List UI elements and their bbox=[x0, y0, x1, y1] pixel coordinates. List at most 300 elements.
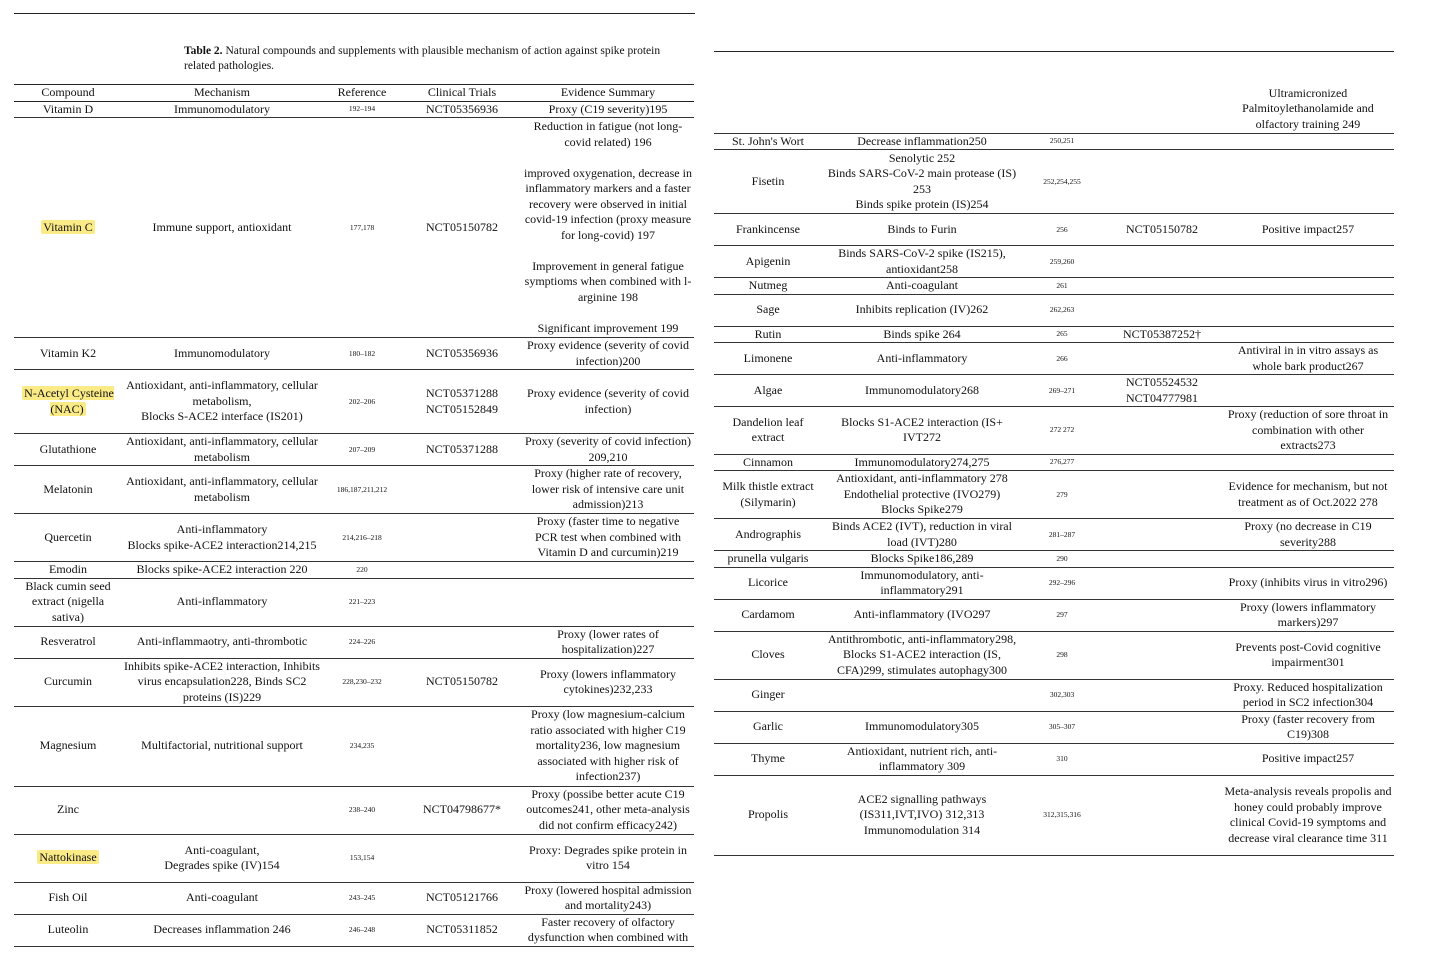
reference-cell bbox=[322, 562, 402, 579]
compound-cell-text: Melatonin bbox=[43, 481, 93, 496]
mechanism-cell-text: Binds to Furin bbox=[887, 221, 957, 236]
header-reference: Reference bbox=[322, 85, 402, 102]
table-row bbox=[14, 578, 694, 626]
mechanism-cell-text: Anti-inflammatory bbox=[176, 594, 268, 609]
evidence-cell-text: Proxy (possibe better acute C19 outcomes241, other meta-analysis did not confirm efficacy242) bbox=[526, 786, 690, 832]
reference-cell bbox=[1022, 551, 1102, 568]
mechanism-cell bbox=[822, 246, 1022, 278]
evidence-cell bbox=[522, 466, 694, 514]
reference-cell-text: 265 bbox=[1056, 329, 1068, 339]
clinical-trials-cell bbox=[402, 786, 522, 834]
compound-cell bbox=[714, 519, 822, 551]
left-table-body bbox=[14, 101, 694, 946]
clinical-trials-cell bbox=[402, 658, 522, 706]
compound-cell bbox=[714, 679, 822, 711]
reference-cell bbox=[1022, 375, 1102, 407]
compounds-table-left bbox=[14, 84, 694, 947]
reference-cell-text: 297 bbox=[1056, 610, 1068, 619]
clinical-trials-cell bbox=[1102, 214, 1222, 246]
compound-cell bbox=[714, 551, 822, 568]
compound-cell bbox=[14, 626, 122, 658]
table-row bbox=[714, 278, 1394, 295]
reference-cell-text: 298 bbox=[1056, 650, 1068, 659]
reference-cell bbox=[1022, 679, 1102, 711]
compound-cell-text: Milk thistle extract (Silymarin) bbox=[722, 479, 814, 509]
compound-cell bbox=[714, 214, 822, 246]
table-row bbox=[14, 562, 694, 579]
compound-cell bbox=[714, 326, 822, 343]
table-row bbox=[714, 454, 1394, 471]
reference-cell bbox=[1022, 278, 1102, 295]
reference-cell bbox=[322, 466, 402, 514]
table-row bbox=[714, 326, 1394, 343]
compound-cell bbox=[14, 118, 122, 338]
mechanism-cell bbox=[822, 133, 1022, 150]
mechanism-cell bbox=[122, 706, 322, 786]
mechanism-cell bbox=[822, 294, 1022, 326]
table-row bbox=[714, 599, 1394, 631]
mechanism-cell-text: Antithrombotic, anti-inflammatory298, Blocks S1-ACE2 interaction (IS, CFA)299, stimulates autophagy300 bbox=[827, 631, 1017, 677]
compound-cell-text: Frankincense bbox=[736, 221, 800, 236]
clinical-trials-cell-text: NCT05371288 NCT05152849 bbox=[426, 386, 498, 416]
mechanism-cell bbox=[822, 214, 1022, 246]
clinical-trials-cell bbox=[402, 882, 522, 914]
evidence-cell bbox=[1222, 631, 1394, 679]
reference-cell bbox=[1022, 454, 1102, 471]
reference-cell bbox=[1022, 133, 1102, 150]
clinical-trials-cell bbox=[402, 370, 522, 434]
table-row bbox=[714, 471, 1394, 519]
evidence-cell-text: Positive impact257 bbox=[1261, 751, 1355, 766]
evidence-cell-text: Proxy (inhibits virus in vitro296) bbox=[1228, 575, 1388, 590]
clinical-trials-cell-text: NCT05150782 bbox=[1126, 221, 1198, 236]
table-row bbox=[714, 343, 1394, 375]
reference-cell bbox=[322, 370, 402, 434]
reference-cell-text: 256 bbox=[1056, 224, 1068, 234]
clinical-trials-cell bbox=[402, 914, 522, 946]
table-row bbox=[14, 101, 694, 118]
mechanism-cell-text: Antioxidant, anti-inflammatory, cellular metabolism, Blocks S-ACE2 interface (IS201) bbox=[126, 378, 318, 424]
reference-cell bbox=[1022, 407, 1102, 455]
compound-cell bbox=[714, 343, 822, 375]
compound-cell-text: St. John's Wort bbox=[732, 133, 804, 148]
mechanism-cell-text: Immunomodulatory305 bbox=[865, 719, 979, 734]
compound-cell bbox=[714, 631, 822, 679]
evidence-cell bbox=[1222, 567, 1394, 599]
clinical-trials-cell bbox=[1102, 375, 1222, 407]
mechanism-cell bbox=[122, 370, 322, 434]
compound-cell bbox=[714, 743, 822, 775]
evidence-cell bbox=[522, 626, 694, 658]
evidence-cell bbox=[1222, 326, 1394, 343]
evidence-cell-text: Proxy (higher rate of recovery, lower risk of intensive care unit admission)213 bbox=[531, 466, 685, 512]
compound-cell bbox=[14, 434, 122, 466]
table-row bbox=[714, 775, 1394, 855]
evidence-cell-text: Proxy (lowers inflammatory markers)297 bbox=[1240, 599, 1376, 629]
reference-cell-text: 234,235 bbox=[349, 741, 375, 750]
table-row bbox=[714, 407, 1394, 455]
compound-cell bbox=[14, 338, 122, 370]
evidence-cell-text: Proxy evidence (severity of covid infection) bbox=[527, 386, 689, 416]
table-row bbox=[14, 466, 694, 514]
mechanism-cell-text: Anti-inflammatory bbox=[876, 350, 968, 365]
clinical-trials-cell bbox=[1102, 599, 1222, 631]
compound-cell-text: Quercetin bbox=[44, 529, 92, 544]
reference-cell bbox=[322, 914, 402, 946]
compound-cell-text: Zinc bbox=[57, 802, 79, 817]
table-row bbox=[14, 118, 694, 338]
evidence-cell-text: Antiviral in in vitro assays as whole bark product267 bbox=[1237, 343, 1379, 373]
reference-cell-text: 202–206 bbox=[348, 396, 376, 406]
table-row bbox=[714, 567, 1394, 599]
evidence-cell-text: Meta-analysis reveals propolis and honey could probably improve clinical Covid-19 symptoms and decrease viral clearance time 311 bbox=[1224, 784, 1392, 845]
compound-cell-text: prunella vulgaris bbox=[727, 551, 809, 565]
compound-cell bbox=[714, 407, 822, 455]
evidence-cell bbox=[522, 786, 694, 834]
mechanism-cell bbox=[822, 326, 1022, 343]
reference-cell bbox=[1022, 294, 1102, 326]
reference-cell-text: 281–287 bbox=[1048, 529, 1076, 539]
table-row bbox=[14, 882, 694, 914]
evidence-cell-text: Proxy (lowered hospital admission and mortality243) bbox=[524, 882, 692, 912]
evidence-cell bbox=[522, 706, 694, 786]
mechanism-cell bbox=[822, 150, 1022, 214]
compound-cell-text: Cloves bbox=[751, 647, 785, 662]
mechanism-cell bbox=[822, 711, 1022, 743]
compound-cell-text: Emodin bbox=[49, 562, 87, 576]
mechanism-cell bbox=[122, 118, 322, 338]
mechanism-cell-text: Immunomodulatory, anti-inflammatory291 bbox=[860, 567, 984, 597]
evidence-cell-text: Proxy (faster recovery from C19)308 bbox=[1241, 711, 1375, 741]
reference-cell bbox=[322, 514, 402, 562]
mechanism-cell-text: Decreases inflammation 246 bbox=[153, 922, 291, 937]
clinical-trials-cell bbox=[1102, 711, 1222, 743]
mechanism-cell-text: Anti-inflammatory Blocks spike-ACE2 interaction214,215 bbox=[127, 522, 317, 552]
compound-cell-text: Propolis bbox=[747, 807, 788, 822]
mechanism-cell bbox=[122, 882, 322, 914]
reference-cell-text: 292–296 bbox=[1048, 578, 1076, 587]
reference-cell-text: 153,154 bbox=[349, 853, 375, 862]
mechanism-cell bbox=[822, 471, 1022, 519]
reference-cell-text: 243–245 bbox=[348, 893, 376, 902]
mechanism-cell-text: Multifactorial, nutritional support bbox=[141, 738, 303, 753]
compound-cell bbox=[714, 246, 822, 278]
compound-cell bbox=[714, 375, 822, 407]
compound-cell bbox=[14, 706, 122, 786]
compound-cell bbox=[14, 370, 122, 434]
reference-cell bbox=[1022, 85, 1102, 133]
evidence-cell bbox=[522, 658, 694, 706]
compound-cell-text: Magnesium bbox=[39, 738, 97, 753]
compound-cell-text: Rutin bbox=[754, 326, 782, 341]
evidence-cell bbox=[1222, 679, 1394, 711]
mechanism-cell bbox=[822, 631, 1022, 679]
table-row bbox=[14, 514, 694, 562]
reference-cell-text: 252,254,255 bbox=[1043, 176, 1081, 186]
table-row bbox=[14, 706, 694, 786]
mechanism-cell bbox=[122, 786, 322, 834]
clinical-trials-cell-text: NCT05311852 bbox=[426, 922, 498, 937]
clinical-trials-cell bbox=[402, 434, 522, 466]
clinical-trials-cell bbox=[402, 118, 522, 338]
clinical-trials-cell bbox=[402, 466, 522, 514]
evidence-cell bbox=[522, 101, 694, 118]
reference-cell bbox=[322, 882, 402, 914]
reference-cell bbox=[322, 786, 402, 834]
evidence-cell-text: Positive impact257 bbox=[1261, 221, 1355, 236]
table-row bbox=[714, 743, 1394, 775]
compound-cell-text: Vitamin C bbox=[43, 219, 93, 234]
compound-cell-text: Algae bbox=[753, 382, 783, 397]
clinical-trials-cell-text: NCT05121766 bbox=[426, 890, 498, 905]
reference-cell-text: 246–248 bbox=[348, 925, 376, 934]
mechanism-cell bbox=[122, 466, 322, 514]
compound-cell-text: Thyme bbox=[751, 751, 785, 766]
mechanism-cell bbox=[822, 551, 1022, 568]
mechanism-cell-text: Immunomodulatory274,275 bbox=[854, 454, 990, 469]
mechanism-cell-text: Anti-coagulant bbox=[886, 278, 958, 292]
reference-cell bbox=[1022, 326, 1102, 343]
mechanism-cell-text: Antioxidant, anti-inflammatory, cellular metabolism bbox=[126, 474, 318, 504]
compound-cell-text: Cardamom bbox=[741, 607, 795, 622]
clinical-trials-cell-text: NCT05150782 bbox=[426, 219, 498, 234]
reference-cell-text: 310 bbox=[1056, 754, 1068, 763]
mechanism-cell-text: Immunomodulatory bbox=[174, 345, 270, 360]
reference-cell-text: 192–194 bbox=[348, 104, 376, 114]
reference-cell bbox=[322, 626, 402, 658]
compound-cell-text: Dandelion leaf extract bbox=[732, 414, 804, 445]
evidence-cell bbox=[522, 914, 694, 946]
reference-cell-text: 262,263 bbox=[1049, 305, 1075, 314]
table-row bbox=[14, 338, 694, 370]
reference-cell bbox=[322, 118, 402, 338]
reference-cell bbox=[1022, 711, 1102, 743]
compound-cell bbox=[14, 578, 122, 626]
mechanism-cell-text: Senolytic 252 Binds SARS-CoV-2 main protease (IS) 253 Binds spike protein (IS)254 bbox=[827, 150, 1017, 211]
evidence-cell-text: Proxy. Reduced hospitalization period in SC2 infection304 bbox=[1233, 679, 1383, 709]
reference-cell bbox=[1022, 471, 1102, 519]
evidence-cell bbox=[1222, 407, 1394, 455]
compound-cell bbox=[714, 278, 822, 295]
evidence-cell bbox=[1222, 454, 1394, 471]
compound-cell-text: N-Acetyl Cysteine (NAC) bbox=[24, 386, 114, 416]
compound-cell-text: Andrographis bbox=[735, 526, 801, 541]
mechanism-cell-text: Immunomodulatory bbox=[174, 101, 270, 116]
caption-label: Table 2. bbox=[184, 45, 223, 57]
reference-cell-text: 214,216–218 bbox=[342, 532, 382, 542]
reference-cell bbox=[1022, 743, 1102, 775]
reference-cell bbox=[1022, 246, 1102, 278]
reference-cell-text: 238–240 bbox=[348, 805, 376, 814]
evidence-cell bbox=[1222, 551, 1394, 568]
reference-cell-text: 266 bbox=[1056, 353, 1068, 363]
reference-cell bbox=[322, 578, 402, 626]
evidence-cell bbox=[1222, 471, 1394, 519]
clinical-trials-cell bbox=[1102, 326, 1222, 343]
reference-cell bbox=[322, 434, 402, 466]
clinical-trials-cell bbox=[1102, 567, 1222, 599]
clinical-trials-cell bbox=[1102, 471, 1222, 519]
compound-cell-text: Ginger bbox=[751, 687, 785, 702]
compound-cell-text: Resveratrol bbox=[40, 634, 96, 649]
reference-cell-text: 177,178 bbox=[349, 222, 375, 232]
mechanism-cell-text: Anti-coagulant bbox=[186, 890, 258, 905]
compound-cell bbox=[14, 466, 122, 514]
evidence-cell-text: Prevents post-Covid cognitive impairment301 bbox=[1235, 639, 1381, 669]
table-row bbox=[714, 519, 1394, 551]
compound-cell-text: Cinnamon bbox=[743, 454, 793, 469]
table-row bbox=[714, 150, 1394, 214]
clinical-trials-cell-text: NCT05356936 bbox=[426, 101, 498, 116]
reference-cell-text: 305–307 bbox=[1048, 722, 1076, 731]
evidence-cell-text: Faster recovery of olfactory dysfunction when combined with bbox=[527, 914, 689, 944]
evidence-cell bbox=[522, 834, 694, 882]
evidence-cell bbox=[1222, 294, 1394, 326]
mechanism-cell-text: Antioxidant, anti-inflammatory 278 Endothelial protective (IVO279) Blocks Spike279 bbox=[836, 471, 1008, 517]
evidence-cell bbox=[522, 578, 694, 626]
evidence-cell-text: Proxy (C19 severity)195 bbox=[548, 101, 668, 116]
evidence-cell bbox=[1222, 85, 1394, 133]
reference-cell-text: 279 bbox=[1056, 489, 1068, 499]
evidence-cell-text: Ultramicronized Palmitoylethanolamide and olfactory training 249 bbox=[1242, 85, 1374, 131]
mechanism-cell-text: Anti-coagulant, Degrades spike (IV)154 bbox=[164, 842, 280, 872]
evidence-cell bbox=[1222, 599, 1394, 631]
compound-cell-text: Nattokinase bbox=[39, 850, 97, 865]
mechanism-cell bbox=[822, 407, 1022, 455]
clinical-trials-cell bbox=[1102, 85, 1222, 133]
compound-cell bbox=[14, 562, 122, 579]
compound-cell-text: Fisetin bbox=[751, 173, 785, 188]
clinical-trials-cell-text: NCT05150782 bbox=[426, 674, 498, 689]
evidence-cell bbox=[522, 370, 694, 434]
table-row bbox=[714, 214, 1394, 246]
clinical-trials-cell-text: NCT04798677* bbox=[423, 802, 501, 817]
evidence-cell-text: Proxy (no decrease in C19 severity288 bbox=[1244, 519, 1372, 549]
evidence-cell bbox=[1222, 519, 1394, 551]
clinical-trials-cell bbox=[1102, 294, 1222, 326]
evidence-cell-text: Proxy (lowers inflammatory cytokines)232,233 bbox=[540, 666, 676, 696]
reference-cell bbox=[1022, 599, 1102, 631]
header-mechanism: Mechanism bbox=[122, 85, 322, 102]
mechanism-cell-text: Decrease inflammation250 bbox=[857, 133, 987, 148]
mechanism-cell-text: Anti-inflammaotry, anti-thrombotic bbox=[136, 634, 308, 649]
compound-cell bbox=[14, 658, 122, 706]
compound-cell-text: Luteolin bbox=[47, 922, 89, 937]
clinical-trials-cell bbox=[1102, 551, 1222, 568]
compound-cell-text: Sage bbox=[756, 302, 780, 317]
compound-cell bbox=[14, 101, 122, 118]
reference-cell-text: 224–226 bbox=[348, 637, 376, 646]
reference-cell bbox=[1022, 214, 1102, 246]
compound-cell bbox=[714, 471, 822, 519]
mechanism-cell bbox=[122, 101, 322, 118]
compound-cell-text: Nutmeg bbox=[748, 278, 788, 292]
evidence-cell bbox=[1222, 775, 1394, 855]
clinical-trials-cell bbox=[402, 626, 522, 658]
compound-cell bbox=[14, 786, 122, 834]
clinical-trials-cell bbox=[402, 578, 522, 626]
clinical-trials-cell bbox=[402, 514, 522, 562]
compound-cell bbox=[714, 150, 822, 214]
table-row bbox=[14, 434, 694, 466]
table-caption bbox=[184, 44, 694, 74]
mechanism-cell bbox=[822, 278, 1022, 295]
top-rule-right bbox=[714, 51, 1394, 52]
compound-cell-text: Licorice bbox=[748, 575, 788, 590]
compound-cell bbox=[714, 133, 822, 150]
compound-cell bbox=[714, 775, 822, 855]
clinical-trials-cell bbox=[1102, 631, 1222, 679]
clinical-trials-cell bbox=[1102, 679, 1222, 711]
clinical-trials-cell bbox=[1102, 278, 1222, 295]
reference-cell bbox=[1022, 567, 1102, 599]
mechanism-cell-text: Antioxidant, anti-inflammatory, cellular metabolism bbox=[126, 434, 318, 464]
mechanism-cell bbox=[822, 775, 1022, 855]
reference-cell-text: 312,315,316 bbox=[1043, 810, 1081, 819]
table-row bbox=[714, 294, 1394, 326]
mechanism-cell bbox=[822, 85, 1022, 133]
table-row bbox=[14, 914, 694, 946]
mechanism-cell-text: Binds spike 264 bbox=[883, 326, 961, 341]
clinical-trials-cell bbox=[1102, 775, 1222, 855]
clinical-trials-cell bbox=[1102, 150, 1222, 214]
reference-cell bbox=[1022, 775, 1102, 855]
compound-cell-text: Vitamin D bbox=[42, 101, 94, 116]
evidence-cell-text: Reduction in fatigue (not long-covid related) 196 improved oxygenation, decrease in inflammatory markers and a faster recovery were observed in initial covid-19 infection (proxy measure for long-covid) 197 Improvement in general fatigue symptioms when combined with l-arginine 198 Significant improvement 199 bbox=[524, 119, 692, 335]
evidence-cell bbox=[1222, 150, 1394, 214]
mechanism-cell-text: Blocks Spike186,289 bbox=[870, 551, 974, 565]
compound-cell bbox=[714, 454, 822, 471]
reference-cell bbox=[1022, 519, 1102, 551]
compound-cell-text: Apigenin bbox=[745, 253, 791, 268]
table-row bbox=[14, 834, 694, 882]
clinical-trials-cell bbox=[1102, 246, 1222, 278]
compound-cell-text: Curcumin bbox=[44, 674, 92, 689]
reference-cell-text: 272 272 bbox=[1049, 425, 1075, 435]
mechanism-cell bbox=[122, 834, 322, 882]
compounds-table-right bbox=[714, 85, 1394, 856]
reference-cell-text: 228,230–232 bbox=[342, 677, 382, 686]
evidence-cell bbox=[522, 338, 694, 370]
mechanism-cell bbox=[822, 519, 1022, 551]
mechanism-cell-text: Inhibits replication (IV)262 bbox=[855, 302, 989, 317]
reference-cell bbox=[322, 834, 402, 882]
table-row bbox=[14, 370, 694, 434]
mechanism-cell bbox=[122, 434, 322, 466]
table-row bbox=[714, 551, 1394, 568]
reference-cell-text: 250,251 bbox=[1049, 136, 1075, 146]
table-row bbox=[714, 375, 1394, 407]
evidence-cell bbox=[522, 118, 694, 338]
compound-cell-text: Garlic bbox=[753, 719, 783, 734]
reference-cell-text: 207–209 bbox=[348, 444, 376, 454]
mechanism-cell bbox=[822, 743, 1022, 775]
mechanism-cell-text: ACE2 signalling pathways (IS311,IVT,IVO) 312,313 Immunomodulation 314 bbox=[857, 791, 987, 837]
evidence-cell bbox=[522, 882, 694, 914]
clinical-trials-cell bbox=[402, 338, 522, 370]
mechanism-cell-text: Immunomodulatory268 bbox=[865, 382, 979, 397]
compound-cell-text: Fish Oil bbox=[48, 890, 88, 905]
mechanism-cell bbox=[822, 567, 1022, 599]
reference-cell-text: 259,260 bbox=[1049, 256, 1075, 266]
compound-cell bbox=[14, 914, 122, 946]
mechanism-cell bbox=[822, 454, 1022, 471]
header-compound: Compound bbox=[14, 85, 122, 102]
mechanism-cell-text: Anti-inflammatory (IVO297 bbox=[853, 607, 991, 622]
mechanism-cell-text: Binds SARS-CoV-2 spike (IS215), antioxidant258 bbox=[838, 246, 1006, 276]
compound-cell-text: Black cumin seed extract (nigella sativa) bbox=[25, 578, 111, 624]
compound-cell-text: Vitamin K2 bbox=[39, 345, 97, 360]
